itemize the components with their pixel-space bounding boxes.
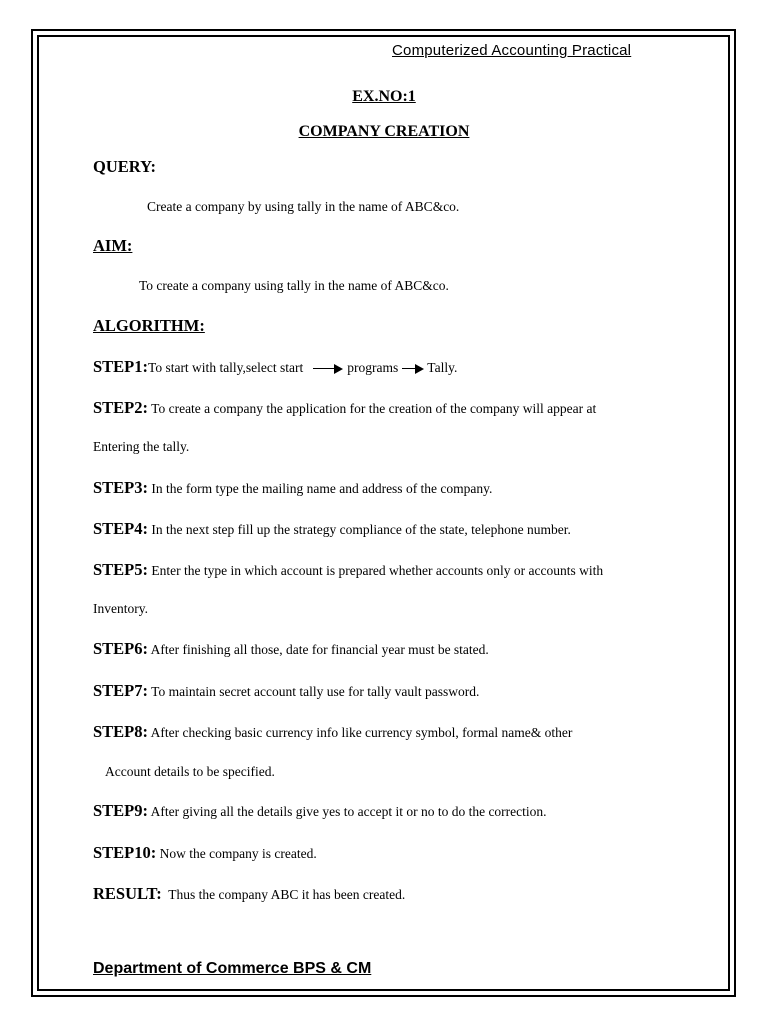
step-label: STEP10: [93,843,157,862]
result-text: Thus the company ABC it has been created. [168,887,406,902]
step-label: STEP9: [93,801,149,820]
step-1 [93,357,457,377]
step-label: STEP7: [93,681,149,700]
step-label: STEP2: [93,398,149,417]
step-text: After giving all the details give yes to accept it or no to do the correction. [150,804,547,819]
step-5-continuation: Inventory. [93,601,148,616]
step-4 [93,519,571,539]
header-title: Computerized Accounting Practical [392,42,632,59]
step-text: Enter the type in which account is prepared whether accounts only or accounts with [151,563,604,578]
step-label: STEP5: [93,560,149,579]
step-8-continuation: Account details to be specified. [105,764,275,779]
query-text: Create a company by using tally in the name of ABC&co. [147,199,460,214]
step-text: To start with tally,select start [148,360,304,375]
step-label: STEP8: [93,722,149,741]
step-text-tally: Tally. [427,360,458,375]
step-label: STEP6: [93,639,149,658]
step-text: In the form type the mailing name and address of the company. [151,481,493,496]
step-label: STEP4: [93,519,149,538]
step-9 [93,801,547,821]
step-5 [93,560,603,580]
step-text-programs: programs [347,360,399,375]
algorithm-heading: ALGORITHM: [93,316,205,335]
aim-text: To create a company using tally in the name of ABC&co. [139,278,449,293]
step-text: To maintain secret account tally use for tally vault password. [151,684,480,699]
step-label: STEP3: [93,478,149,497]
step-2 [93,398,596,418]
arrow-right-icon [402,364,424,374]
result-heading: RESULT: [93,884,162,903]
step-10 [93,843,317,863]
footer-title: Department of Commerce BPS & CM [93,960,372,977]
step-3 [93,478,492,498]
step-text: Now the company is created. [159,846,317,861]
arrow-right-icon [313,364,343,374]
exercise-title: COMPANY CREATION [298,123,470,140]
aim-heading: AIM: [93,236,133,255]
step-text: In the next step fill up the strategy compliance of the state, telephone number. [151,522,571,537]
step-text: After checking basic currency info like currency symbol, formal name& other [150,725,573,740]
step-text: After finishing all those, date for financial year must be stated. [150,642,489,657]
result [93,884,405,904]
step-2-continuation: Entering the tally. [93,439,190,454]
exercise-number: EX.NO:1 [352,88,416,105]
step-text: To create a company the application for the creation of the company will appear at [151,401,597,416]
step-8 [93,722,572,742]
step-6 [93,639,489,659]
query-heading: QUERY: [93,157,156,176]
step-label: STEP1: [93,357,149,376]
step-7 [93,681,479,701]
